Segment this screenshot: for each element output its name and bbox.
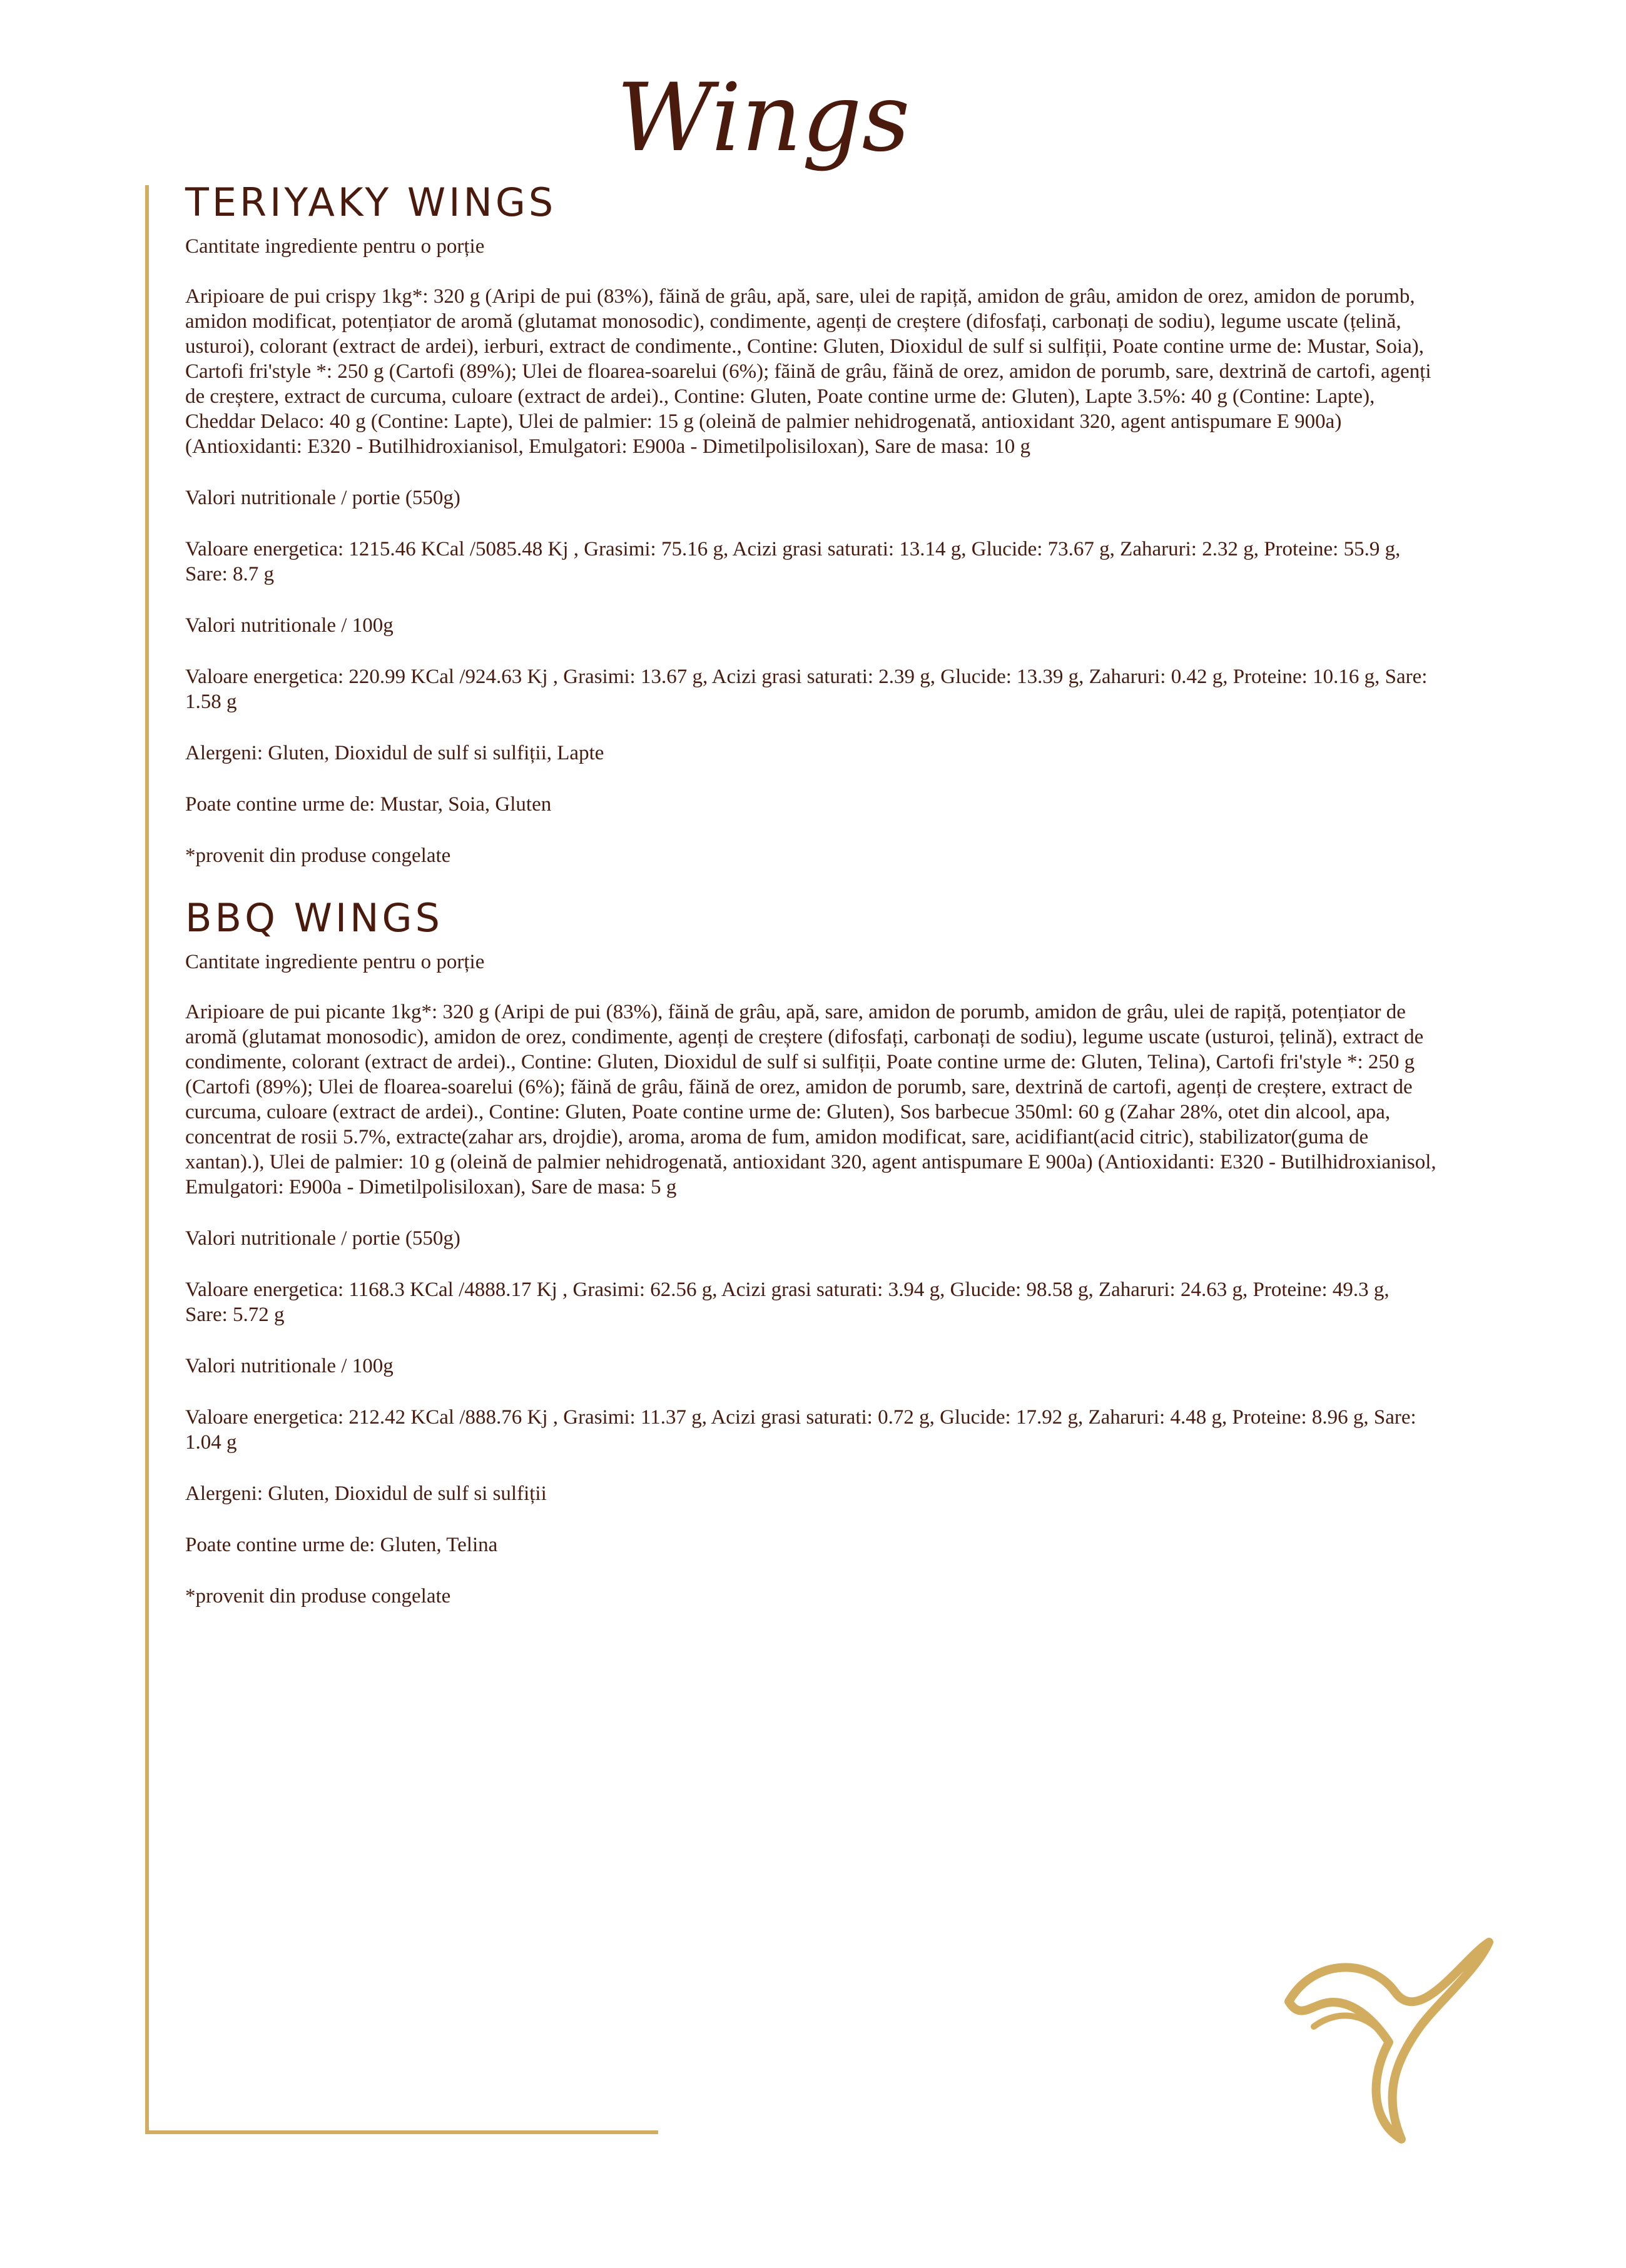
traces: Poate contine urme de: Mustar, Soia, Gluten — [185, 793, 552, 816]
allergens: Alergeni: Gluten, Dioxidul de sulf si sulfiții, Lapte — [185, 742, 604, 764]
dish-section-teriyaki — [185, 175, 1436, 868]
page-title-text: Wings — [616, 64, 910, 173]
traces: Poate contine urme de: Gluten, Telina — [185, 1534, 498, 1556]
dish-ingredients: Aripioare de pui picante 1kg*: 320 g (Aripi de pui (83%), făină de grâu, apă, sare, amidon de porumb, amidon de grâu, ulei de rapiță, potențiator de aromă (glutamat monosodic), amidon de orez, condimente, agenți de creștere (difosfați, carbonați de sodiu), legume uscate (usturoi, țelină), extract de condimente, colorant (extract de ardei)., Contine: Gluten, Dioxidul de sulf si sulfiții, Poate contine urme de: Gluten, Telina), Cartofi fri'style *: 250 g (Cartofi (89%); Ulei de floarea-soarelui (6%); făină de grâu, făină de orez, amidon de porumb, sare, dextrină de cartofi, agenți de creștere, extract de curcuma, culoare (extract de ardei)., Contine: Gluten, Poate contine urme de: Gluten), Sos barbecue 350ml: 60 g (Zahar 28%, otet din alcool, apa, concentrat de rosii 5.7%, extracte(zahar ars, drojdie), aroma, aroma de fum, amidon modificat, sare, acidifiant(acid citric), stabilizator(guma de xantan).), Ulei de palmier: 10 g (oleină de palmier nehidrogenată, antioxidant 320, agent antispumare E 900a) (Antioxidanti: E320 - Butilhidroxianisol, Emulgatori: E900a - Dimetilpolisiloxan), Sare de masa: 5 g — [185, 1001, 1436, 1198]
dish-section-bbq — [185, 891, 1436, 1609]
frame-bottom-line — [145, 2130, 658, 2134]
per100-nutrition-label: Valori nutritionale / 100g — [185, 614, 394, 637]
allergens: Alergeni: Gluten, Dioxidul de sulf si sulfiții — [185, 1482, 547, 1505]
footnote: *provenit din produse congelate — [185, 1585, 451, 1607]
dish-title: BBQ WINGS — [185, 895, 443, 941]
footnote: *provenit din produse congelate — [185, 844, 451, 867]
gold-script-logo-icon — [1276, 1933, 1514, 2145]
dish-title: TERIYAKY WINGS — [185, 180, 557, 225]
portion-nutrition-label: Valori nutritionale / portie (550g) — [185, 1227, 460, 1250]
portion-nutrition-values: Valoare energetica: 1168.3 KCal /4888.17 Kj , Grasimi: 62.56 g, Acizi grasi saturati: 3.94 g, Glucide: 98.58 g, Zaharuri: 24.63 g, Proteine: 49.3 g, Sare: 5.72 g — [185, 1278, 1390, 1326]
portion-nutrition-label: Valori nutritionale / portie (550g) — [185, 487, 460, 509]
per100-nutrition-values: Valoare energetica: 220.99 KCal /924.63 Kj , Grasimi: 13.67 g, Acizi grasi saturati: 2.39 g, Glucide: 13.39 g, Zaharuri: 0.42 g, Proteine: 10.16 g, Sare: 1.58 g — [185, 666, 1428, 713]
frame-left-line — [145, 185, 149, 2134]
per100-nutrition-label: Valori nutritionale / 100g — [185, 1355, 394, 1377]
dish-subtitle: Cantitate ingrediente pentru o porție — [185, 235, 485, 258]
dish-ingredients: Aripioare de pui crispy 1kg*: 320 g (Aripi de pui (83%), făină de grâu, apă, sare, ulei de rapiță, amidon de grâu, amidon de orez, amidon de porumb, amidon modificat, potențiator de aromă (glutamat monosodic), condimente, agenți de creștere (difosfați, carbonați de sodiu), legume uscate (țelină, usturoi), colorant (extract de ardei), ierburi, extract de condimente., Contine: Gluten, Dioxidul de sulf si sulfiții, Poate contine urme de: Mustar, Soia), Cartofi fri'style *: 250 g (Cartofi (89%); Ulei de floarea-soarelui (6%); făină de grâu, făină de orez, amidon de porumb, sare, dextrină de cartofi, agenți de creștere, extract de curcuma, culoare (extract de ardei)., Contine: Gluten, Poate contine urme de: Gluten), Lapte 3.5%: 40 g (Contine: Lapte), Cheddar Delaco: 40 g (Contine: Lapte), Ulei de palmier: 15 g (oleină de palmier nehidrogenată, antioxidant 320, agent antispumare E 900a) (Antioxidanti: E320 - Butilhidroxianisol, Emulgatori: E900a - Dimetilpolisiloxan), Sare de masa: 10 g — [185, 285, 1431, 458]
menu-content — [185, 175, 1436, 1635]
per100-nutrition-values: Valoare energetica: 212.42 KCal /888.76 Kj , Grasimi: 11.37 g, Acizi grasi saturati: 0.72 g, Glucide: 17.92 g, Zaharuri: 4.48 g, Proteine: 8.96 g, Sare: 1.04 g — [185, 1406, 1416, 1454]
portion-nutrition-values: Valoare energetica: 1215.46 KCal /5085.48 Kj , Grasimi: 75.16 g, Acizi grasi saturati: 13.14 g, Glucide: 73.67 g, Zaharuri: 2.32 g, Proteine: 55.9 g, Sare: 8.7 g — [185, 538, 1401, 585]
dish-subtitle: Cantitate ingrediente pentru o porție — [185, 951, 485, 973]
